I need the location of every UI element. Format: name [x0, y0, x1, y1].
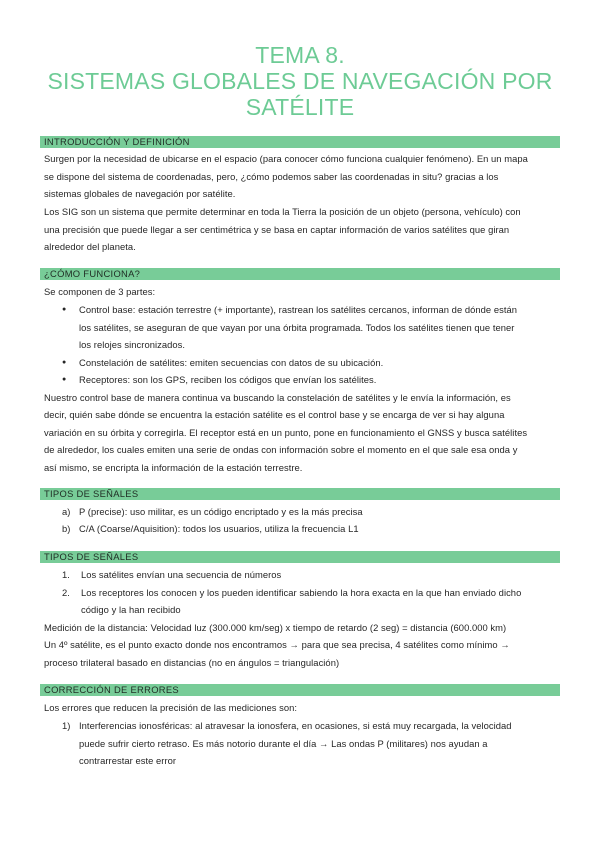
- list-item: los relojes sincronizados.: [79, 339, 186, 350]
- list-item: código y la han recibido: [81, 604, 181, 615]
- list-item: los satélites, se aseguran de que vayan por una órbita programada. Todos los satélites tienen que tener: [79, 322, 515, 333]
- funciona-intro: Se componen de 3 partes:: [44, 286, 156, 297]
- section-header-tipos-senales: TIPOS DE SEÑALES: [40, 488, 560, 500]
- list-item: Control base: estación terrestre (+ importante), rastrean los satélites cercanos, informan de dónde están: [79, 304, 518, 315]
- funciona-paragraph-line: variación en su órbita y corregirla. El receptor está en un punto, pone en funcionamiento el GNSS y busca satélites: [44, 427, 528, 438]
- funciona-paragraph-line: decir, quién sabe dónde se encuentra la estación satélite es el control base y se encarga de ver si hay alguna: [44, 409, 505, 420]
- bullet-icon: ●: [62, 306, 67, 313]
- section-header-tipos-senales-2: TIPOS DE SEÑALES: [40, 551, 560, 563]
- list-item: puede sufrir cierto retraso. Es más notorio durante el día → Las ondas P (militares) nos ayudan a: [79, 738, 488, 749]
- list-item: Receptores: son los GPS, reciben los códigos que envían los satélites.: [79, 374, 377, 385]
- list-item: P (precise): uso militar, es un código encriptado y es la más precisa: [79, 506, 363, 517]
- section-header-como-funciona: ¿CÓMO FUNCIONA?: [40, 268, 560, 280]
- bullet-icon: ●: [62, 376, 67, 383]
- section-header-introduccion: INTRODUCCIÓN Y DEFINICIÓN: [40, 136, 560, 148]
- intro-line: se dispone del sistema de coordenadas, pero, ¿cómo podemos saber las coordenadas in situ? gracias a los: [44, 171, 499, 182]
- senales-paragraph-line: Un 4º satélite, es el punto exacto donde nos encontramos → para que sea precisa, 4 satélites como mínimo →: [44, 639, 510, 650]
- title-line-2: SISTEMAS GLOBALES DE NAVEGACIÓN POR: [47, 68, 553, 94]
- intro-line: alrededor del planeta.: [44, 241, 136, 252]
- list-label: 1.: [62, 569, 70, 580]
- bullet-icon: ●: [62, 359, 67, 366]
- list-label: a): [62, 506, 71, 517]
- title-line-1: TEMA 8.: [255, 42, 345, 68]
- list-label: b): [62, 523, 71, 534]
- list-item: Interferencias ionosféricas: al atravesar la ionosfera, en ocasiones, si está muy recargada, la velocidad: [79, 720, 512, 731]
- errores-intro: Los errores que reducen la precisión de las mediciones son:: [44, 702, 298, 713]
- list-item: contrarrestar este error: [79, 755, 177, 766]
- list-label: 2.: [62, 587, 70, 598]
- section-header-correccion-errores: CORRECCIÓN DE ERRORES: [40, 684, 560, 696]
- intro-line: sistemas globales de navegación por satélite.: [44, 188, 236, 199]
- list-item: Los receptores los conocen y los pueden identificar sabiendo la hora exacta en la que han enviado dicho: [81, 587, 522, 598]
- senales-paragraph-line: proceso trilateral basado en distancias (no en ángulos = triangulación): [44, 657, 340, 668]
- intro-line: una precisión que puede llegar a ser centimétrica y se basa en captar información de varios satélites que giran: [44, 224, 510, 235]
- funciona-paragraph-line: Nuestro control base de manera continua va buscando la constelación de satélites y le envía la información, es: [44, 392, 511, 403]
- list-label: 1): [62, 720, 71, 731]
- senales-paragraph-line: Medición de la distancia: Velocidad luz (300.000 km/seg) x tiempo de retardo (2 seg) = distancia (600.000 km): [44, 622, 507, 633]
- title-line-3: SATÉLITE: [245, 94, 355, 120]
- funciona-paragraph-line: de alrededor, los cuales emiten una serie de ondas con información sobre el momento en el que sale esa onda y: [44, 444, 518, 455]
- list-item: Constelación de satélites: emiten secuencias con datos de su ubicación.: [79, 357, 384, 368]
- intro-line: Los SIG son un sistema que permite determinar en toda la Tierra la posición de un objeto (persona, vehículo) con: [44, 206, 521, 217]
- funciona-paragraph-line: así mismo, se encripta la información de la estación terrestre.: [44, 462, 303, 473]
- list-item: C/A (Coarse/Aquisition): todos los usuarios, utiliza la frecuencia L1: [79, 523, 359, 534]
- intro-line: Surgen por la necesidad de ubicarse en el espacio (para conocer cómo funciona cualquier fenómeno). En un mapa: [44, 153, 528, 164]
- list-item: Los satélites envían una secuencia de números: [81, 569, 282, 580]
